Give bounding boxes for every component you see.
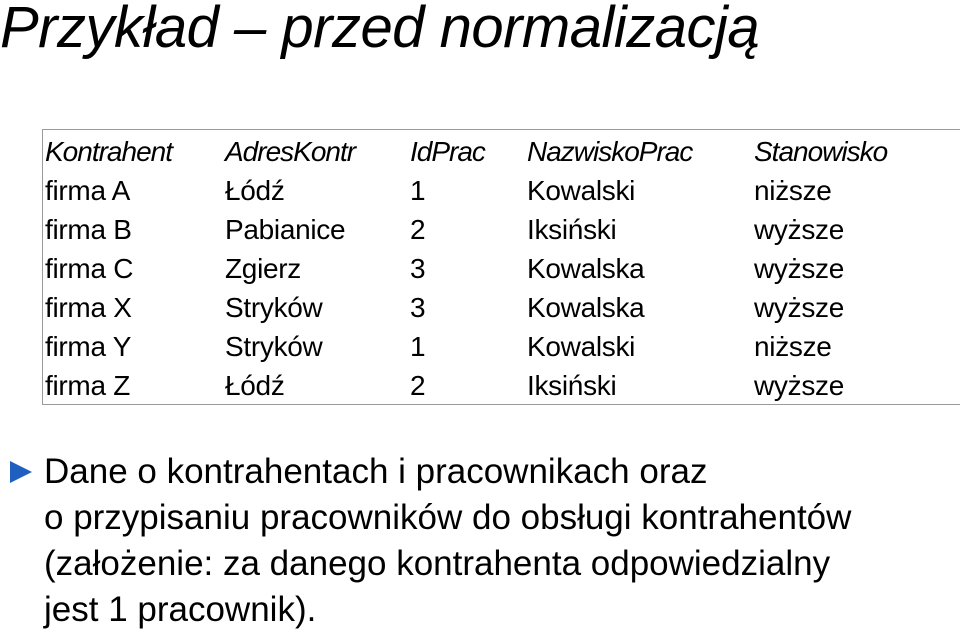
- table-cell: Kowalska: [527, 253, 645, 284]
- table-row: [43, 366, 960, 406]
- table-cell: wyższe: [754, 292, 844, 323]
- table-cell: 2: [410, 214, 426, 245]
- table-row: [43, 210, 960, 250]
- table-cell: Stryków: [225, 331, 323, 362]
- table-cell: wyższe: [754, 370, 844, 401]
- table-cell: 3: [410, 253, 426, 284]
- description-line: jest 1 pracownik).: [44, 590, 317, 629]
- table-cell: Zgierz: [225, 253, 301, 284]
- table-cell: Iksiński: [527, 370, 617, 401]
- description-line: (założenie: za danego kontrahenta odpowiedzialny: [44, 544, 831, 583]
- table-cell: Łódź: [225, 175, 285, 206]
- table-row: [43, 249, 960, 289]
- table-cell: firma Z: [45, 370, 131, 401]
- table-cell: niższe: [754, 331, 832, 362]
- page-title: Przykład – przed normalizacją: [0, 0, 760, 60]
- table-cell: Iksiński: [527, 214, 617, 245]
- table-cell: Pabianice: [225, 214, 346, 245]
- table-cell: 1: [410, 175, 426, 206]
- column-header: NazwiskoPrac: [527, 136, 693, 167]
- table-cell: firma C: [45, 253, 134, 284]
- column-header: Kontrahent: [45, 136, 172, 167]
- column-header: Stanowisko: [754, 136, 888, 167]
- table-row: [43, 288, 960, 328]
- table-cell: firma X: [45, 292, 132, 323]
- table-cell: wyższe: [754, 214, 844, 245]
- column-header: IdPrac: [410, 136, 485, 167]
- table-cell: Łódź: [225, 370, 285, 401]
- table-row: [43, 327, 960, 367]
- table-cell: 2: [410, 370, 426, 401]
- table-cell: Kowalski: [527, 331, 636, 362]
- table-cell: Stryków: [225, 292, 323, 323]
- table-cell: firma Y: [45, 331, 132, 362]
- description-line: o przypisaniu pracowników do obsługi kontrahentów: [44, 498, 852, 537]
- data-table: [42, 129, 960, 405]
- description-line: Dane o kontrahentach i pracownikach oraz: [44, 452, 708, 491]
- table-cell: wyższe: [754, 253, 844, 284]
- table-cell: firma B: [45, 214, 132, 245]
- table-cell: firma A: [45, 175, 131, 206]
- table-cell: niższe: [754, 175, 832, 206]
- table-cell: 3: [410, 292, 426, 323]
- table-cell: Kowalski: [527, 175, 636, 206]
- table-header-row: [43, 132, 960, 172]
- column-header: AdresKontr: [225, 136, 356, 167]
- table-row: [43, 171, 960, 211]
- table-cell: Kowalska: [527, 292, 645, 323]
- table-cell: 1: [410, 331, 426, 362]
- triangle-bullet-icon: [10, 461, 32, 483]
